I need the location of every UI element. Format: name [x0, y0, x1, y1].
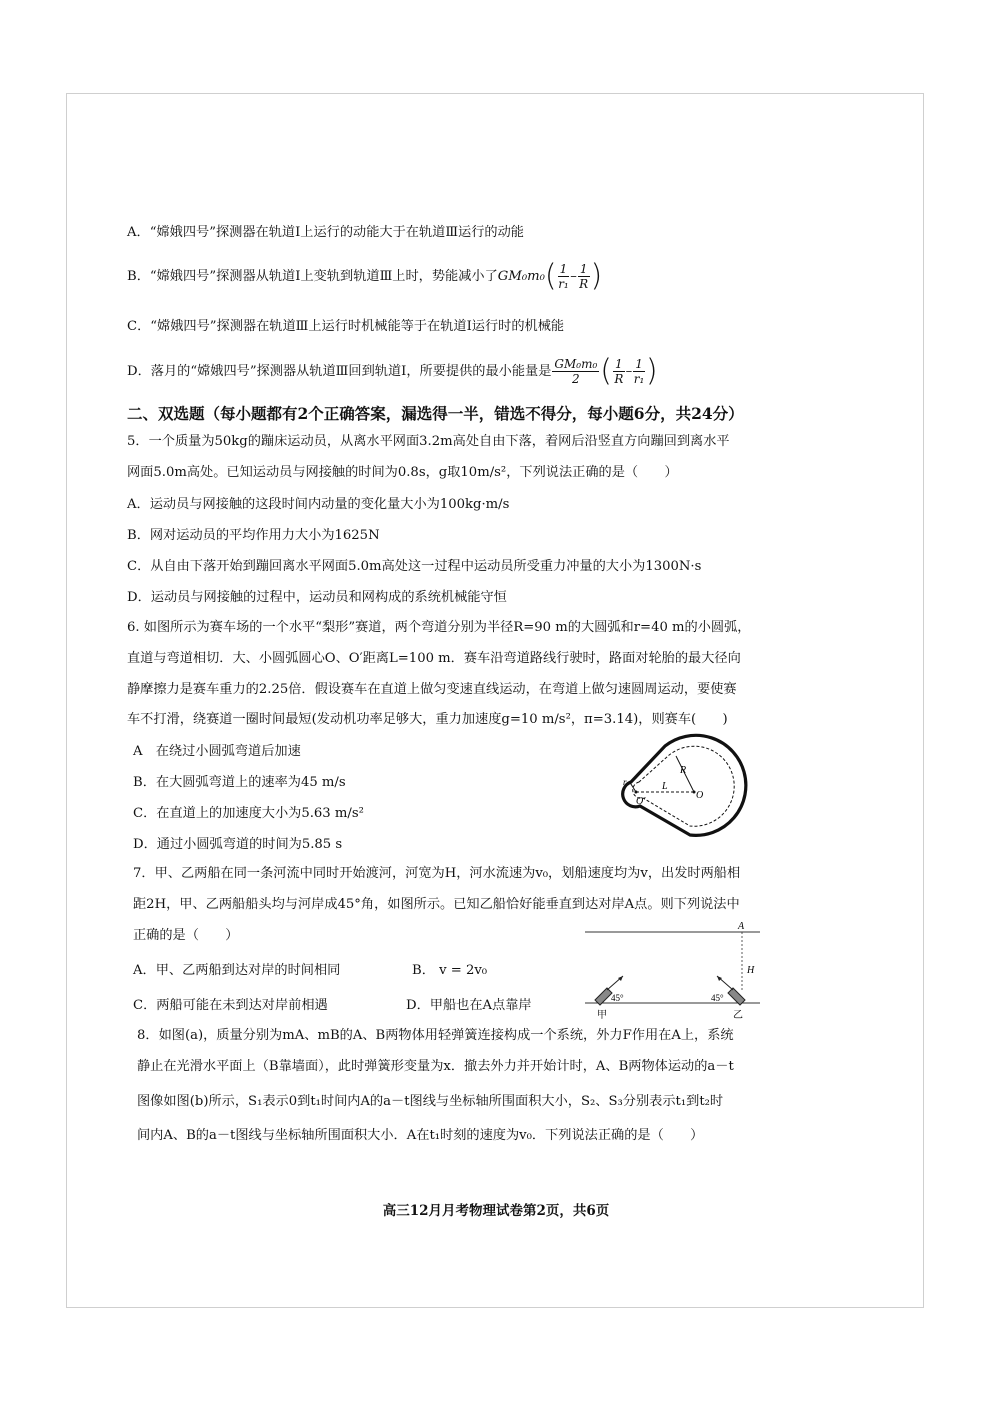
- label-H: H: [747, 965, 755, 976]
- q6-option-a: A 在绕过小圆弧弯道后加速: [133, 744, 301, 759]
- track-inner: [633, 746, 734, 826]
- label-O: O: [696, 790, 704, 801]
- label-r: r: [623, 777, 627, 787]
- q5-option-a: A．运动员与网接触的这段时间内动量的变化量大小为100kg·m/s: [127, 497, 510, 512]
- q4-option-a: A．“嫦娥四号”探测器在轨道Ⅰ上运行的动能大于在轨道Ⅲ运行的动能: [127, 225, 524, 240]
- q5-stem-line2: 网面5.0m高处。已知运动员与网接触的时间为0.8s，g取10m/s²，下列说法正确的是（ ）: [127, 465, 678, 480]
- q8-stem-line1: 8．如图(a)，质量分别为mA、mB的A、B两物体用轻弹簧连接构成一个系统，外力F作用在A上，系统: [137, 1028, 734, 1043]
- q5-option-b: B．网对运动员的平均作用力大小为1625N: [127, 528, 380, 543]
- q7-option-c: C．两船可能在未到达对岸前相遇: [133, 998, 328, 1013]
- label-A: A: [738, 921, 745, 932]
- page-footer: 高三12月月考物理试卷第2页，共6页: [382, 1203, 610, 1219]
- q4-option-b-text: B．“嫦娥四号”探测器从轨道Ⅰ上变轨到轨道Ⅲ上时，势能减小了: [127, 269, 498, 284]
- q6-stem-line2: 直道与弯道相切．大、小圆弧圆心O、O′距离L=100 m．赛车沿弯道路线行驶时，路面对轮胎的最大径向: [127, 651, 741, 666]
- label-jia: 甲: [597, 1010, 607, 1021]
- q4-option-d-text: D．落月的“嫦娥四号”探测器从轨道Ⅲ回到轨道Ⅰ，所要提供的最小能量是: [127, 364, 552, 379]
- label-O-prime: O′: [636, 796, 646, 807]
- q4-option-b-coef: GM₀m₀: [497, 269, 545, 284]
- q5-stem-line1: 5．一个质量为50kg的蹦床运动员，从离水平网面3.2m高处自由下落，着网后沿竖直方向蹦回到离水平: [127, 434, 730, 449]
- q7-stem-line2: 距2H，甲、乙两船船头均与河岸成45°角，如图所示。已知乙船恰好能垂直到达对岸A点。则下列说法中: [133, 897, 740, 912]
- section-heading: 二、双选题（每小题都有2个正确答案，漏选得一半，错选不得分，每小题6分，共24分）: [127, 404, 744, 423]
- q7-option-d: D．甲船也在A点靠岸: [406, 998, 532, 1013]
- q4-b-frac1: $\frac{1}{\text{r₁}}$: [558, 262, 569, 291]
- q6-stem-line4: 车不打滑，绕赛道一圈时间最短(发动机功率足够大，重力加速度g=10 m/s²，π=3.14)，则赛车( ): [127, 712, 728, 727]
- q6-stem-line3: 静摩擦力是赛车重力的2.25倍．假设赛车在直道上做匀变速直线运动，在弯道上做匀速圆周运动，要使赛: [127, 682, 737, 697]
- track-outer: [623, 735, 746, 835]
- q8-stem-line2: 静止在光滑水平面上（B靠墙面），此时弹簧形变量为x．撤去外力并开始计时，A、B两物体运动的a－t: [137, 1059, 734, 1074]
- q6-option-b: B．在大圆弧弯道上的速率为45 m/s: [133, 775, 346, 790]
- q8-stem-line3: 图像如图(b)所示，S₁表示0到t₁时间内A的a－t图线与坐标轴所围面积大小，S₂、S₃分别表示t₁到t₂时: [137, 1094, 724, 1109]
- q5-option-c: C．从自由下落开始到蹦回离水平网面5.0m高处这一过程中运动员所受重力冲量的大小为1300N·s: [127, 559, 702, 574]
- q4-b-frac2: $\frac{1}{R}$: [579, 262, 589, 291]
- q6-option-c: C．在直道上的加速度大小为5.63 m/s²: [133, 806, 364, 821]
- q7-option-a: A．甲、乙两船到达对岸的时间相同: [133, 963, 341, 978]
- q6-stem-line1: 6. 如图所示为赛车场的一个水平“梨形”赛道，两个弯道分别为半径R=90 m的大圆弧和r=40 m的小圆弧，: [127, 620, 751, 635]
- angle-right: 45°: [711, 993, 724, 1003]
- q7-stem-line3: 正确的是（ ）: [133, 928, 239, 943]
- q4-option-b: B．“嫦娥四号”探测器从轨道Ⅰ上变轨到轨道Ⅲ上时，势能减小了GM₀m₀( $\frac{1}{\text{r₁}}$ – $\frac{1}{R}$ ): [127, 258, 603, 294]
- q7-stem-line1: 7．甲、乙两船在同一条河流中同时开始渡河，河宽为H，河水流速为v₀，划船速度均为v，出发时两船相: [133, 866, 741, 881]
- q5-option-d: D．运动员与网接触的过程中，运动员和网构成的系统机械能守恒: [127, 590, 507, 605]
- q4-d-frac2: $\frac{1}{\text{r₁}}$: [633, 357, 645, 386]
- q4-option-c: C．“嫦娥四号”探测器在轨道Ⅲ上运行时机械能等于在轨道Ⅰ运行时的机械能: [127, 319, 565, 334]
- label-R: R: [680, 765, 687, 776]
- label-yi: 乙: [733, 1010, 743, 1021]
- angle-left: 45°: [611, 993, 624, 1003]
- q7-river-figure: [585, 918, 770, 1023]
- q8-stem-line4: 间内A、B的a－t图线与坐标轴所围面积大小．A在t₁时刻的速度为v₀．下列说法正确的是（ ）: [137, 1128, 704, 1143]
- q4-option-d: D．落月的“嫦娥四号”探测器从轨道Ⅲ回到轨道Ⅰ，所要提供的最小能量是 $\frac{\text{GM₀m₀}}{2}$ ( $\frac{1}{R}$ – $\frac{1}{\text{r₁}}$ ): [127, 353, 658, 389]
- q6-track-figure: [610, 740, 750, 840]
- q4-d-coef: $\frac{\text{GM₀m₀}}{2}$: [554, 357, 598, 386]
- q6-option-d: D．通过小圆弧弯道的时间为5.85 s: [133, 837, 343, 852]
- label-L: L: [662, 781, 668, 792]
- q4-d-frac1: $\frac{1}{R}$: [614, 357, 624, 386]
- center-O-prime: [635, 791, 638, 794]
- q7-option-b: B． v = 2v₀: [412, 963, 488, 978]
